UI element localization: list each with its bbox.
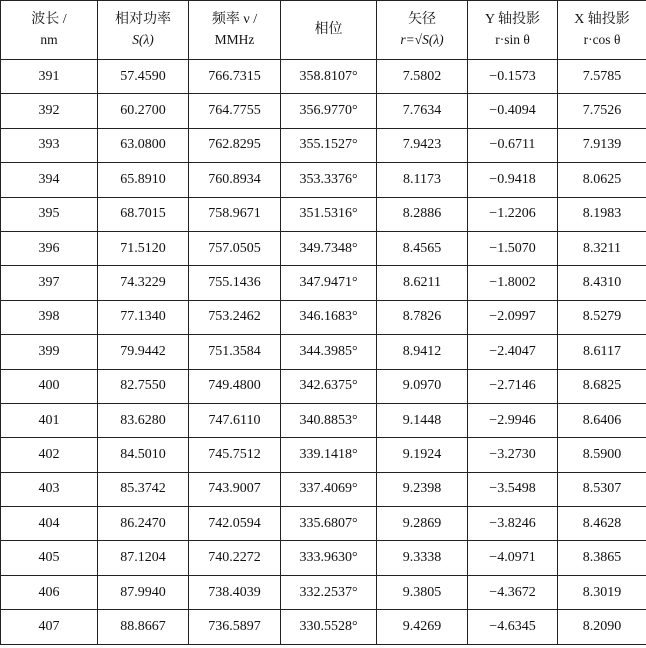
cell-wavelength: 401 [1, 403, 98, 437]
table-row [1, 335, 646, 369]
cell-radius-vector: 8.2886 [377, 197, 468, 231]
table-row [1, 94, 646, 128]
cell-radius-vector: 9.3338 [377, 541, 468, 575]
cell-phase: 355.1527° [281, 128, 377, 162]
cell-y-projection: −0.4094 [468, 94, 558, 128]
table-row [1, 541, 646, 575]
cell-x-projection: 8.5900 [558, 438, 646, 472]
cell-x-projection: 8.2090 [558, 610, 646, 644]
cell-y-projection: −3.8246 [468, 507, 558, 541]
cell-phase: 330.5528° [281, 610, 377, 644]
cell-frequency: 740.2272 [189, 541, 281, 575]
cell-frequency: 745.7512 [189, 438, 281, 472]
cell-radius-vector: 8.6211 [377, 266, 468, 300]
cell-x-projection: 7.7526 [558, 94, 646, 128]
cell-wavelength: 397 [1, 266, 98, 300]
cell-y-projection: −0.1573 [468, 60, 558, 94]
table-row [1, 610, 646, 644]
table-row [1, 128, 646, 162]
cell-phase: 347.9471° [281, 266, 377, 300]
cell-phase: 353.3376° [281, 163, 377, 197]
cell-radius-vector: 7.9423 [377, 128, 468, 162]
cell-wavelength: 392 [1, 94, 98, 128]
cell-wavelength: 403 [1, 472, 98, 506]
cell-x-projection: 8.4310 [558, 266, 646, 300]
cell-y-projection: −4.0971 [468, 541, 558, 575]
header-x-projection [558, 1, 646, 60]
cell-radius-vector: 9.1448 [377, 403, 468, 437]
cell-x-projection: 8.4628 [558, 507, 646, 541]
cell-frequency: 742.0594 [189, 507, 281, 541]
cell-radius-vector: 9.2869 [377, 507, 468, 541]
cell-y-projection: −0.6711 [468, 128, 558, 162]
header-frequency [189, 1, 281, 60]
cell-relative-power: 83.6280 [98, 403, 189, 437]
cell-y-projection: −2.0997 [468, 300, 558, 334]
cell-phase: 332.2537° [281, 575, 377, 609]
header-relative-power-line1: 相对功率 [115, 12, 171, 27]
header-y-projection-line1: Y 轴投影 [484, 12, 541, 27]
cell-frequency: 743.9007 [189, 472, 281, 506]
cell-x-projection: 7.9139 [558, 128, 646, 162]
cell-wavelength: 405 [1, 541, 98, 575]
table-row [1, 60, 646, 94]
cell-radius-vector: 8.7826 [377, 300, 468, 334]
cell-y-projection: −0.9418 [468, 163, 558, 197]
cell-y-projection: −2.4047 [468, 335, 558, 369]
cell-frequency: 762.8295 [189, 128, 281, 162]
cell-radius-vector: 9.2398 [377, 472, 468, 506]
header-radius-vector-line1: 矢径 [408, 12, 436, 27]
cell-relative-power: 63.0800 [98, 128, 189, 162]
cell-frequency: 753.2462 [189, 300, 281, 334]
cell-relative-power: 86.2470 [98, 507, 189, 541]
table-row [1, 575, 646, 609]
table-row [1, 266, 646, 300]
table-row [1, 403, 646, 437]
cell-relative-power: 60.2700 [98, 94, 189, 128]
header-phase-line1: 相位 [314, 22, 343, 37]
cell-phase: 340.8853° [281, 403, 377, 437]
cell-x-projection: 8.1983 [558, 197, 646, 231]
cell-relative-power: 68.7015 [98, 197, 189, 231]
cell-x-projection: 8.3019 [558, 575, 646, 609]
cell-wavelength: 402 [1, 438, 98, 472]
cell-radius-vector: 8.1173 [377, 163, 468, 197]
cell-wavelength: 404 [1, 507, 98, 541]
header-y-projection-line2: r·sin θ [495, 32, 530, 47]
header-wavelength [1, 1, 98, 60]
cell-radius-vector: 9.0970 [377, 369, 468, 403]
cell-phase: 337.4069° [281, 472, 377, 506]
cell-radius-vector: 8.9412 [377, 335, 468, 369]
cell-wavelength: 393 [1, 128, 98, 162]
cell-x-projection: 7.5785 [558, 60, 646, 94]
cell-frequency: 747.6110 [189, 403, 281, 437]
cell-wavelength: 399 [1, 335, 98, 369]
cell-radius-vector: 7.7634 [377, 94, 468, 128]
table-row [1, 300, 646, 334]
cell-wavelength: 394 [1, 163, 98, 197]
cell-relative-power: 87.1204 [98, 541, 189, 575]
cell-frequency: 755.1436 [189, 266, 281, 300]
cell-phase: 346.1683° [281, 300, 377, 334]
cell-phase: 339.1418° [281, 438, 377, 472]
cell-relative-power: 84.5010 [98, 438, 189, 472]
cell-y-projection: −1.2206 [468, 197, 558, 231]
cell-relative-power: 87.9940 [98, 575, 189, 609]
table-row [1, 369, 646, 403]
cell-frequency: 736.5897 [189, 610, 281, 644]
cell-frequency: 749.4800 [189, 369, 281, 403]
cell-x-projection: 8.6406 [558, 403, 646, 437]
cell-y-projection: −1.8002 [468, 266, 558, 300]
cell-phase: 342.6375° [281, 369, 377, 403]
cell-x-projection: 8.5279 [558, 300, 646, 334]
cell-relative-power: 71.5120 [98, 231, 189, 265]
header-frequency-line1: 频率 ν / [211, 12, 258, 27]
header-wavelength-line1: 波长 / [31, 12, 67, 27]
cell-phase: 333.9630° [281, 541, 377, 575]
cell-y-projection: −4.3672 [468, 575, 558, 609]
cell-frequency: 760.8934 [189, 163, 281, 197]
cell-wavelength: 395 [1, 197, 98, 231]
cell-frequency: 751.3584 [189, 335, 281, 369]
header-radius-vector [377, 1, 468, 60]
cell-y-projection: −3.2730 [468, 438, 558, 472]
cell-y-projection: −2.9946 [468, 403, 558, 437]
cell-wavelength: 406 [1, 575, 98, 609]
header-relative-power [98, 1, 189, 60]
cell-relative-power: 74.3229 [98, 266, 189, 300]
table-row [1, 507, 646, 541]
cell-wavelength: 407 [1, 610, 98, 644]
cell-relative-power: 85.3742 [98, 472, 189, 506]
cell-x-projection: 8.5307 [558, 472, 646, 506]
cell-frequency: 766.7315 [189, 60, 281, 94]
header-wavelength-line2: nm [40, 32, 58, 47]
header-relative-power-line2: S(λ) [132, 32, 154, 47]
cell-relative-power: 88.8667 [98, 610, 189, 644]
cell-phase: 335.6807° [281, 507, 377, 541]
table-row [1, 472, 646, 506]
cell-x-projection: 8.3211 [558, 231, 646, 265]
table-header [1, 1, 646, 60]
table-row [1, 231, 646, 265]
cell-frequency: 758.9671 [189, 197, 281, 231]
cell-wavelength: 391 [1, 60, 98, 94]
cell-phase: 358.8107° [281, 60, 377, 94]
cell-phase: 351.5316° [281, 197, 377, 231]
cell-wavelength: 400 [1, 369, 98, 403]
cell-relative-power: 79.9442 [98, 335, 189, 369]
cell-phase: 349.7348° [281, 231, 377, 265]
cell-frequency: 738.4039 [189, 575, 281, 609]
cell-x-projection: 8.0625 [558, 163, 646, 197]
cell-radius-vector: 7.5802 [377, 60, 468, 94]
header-row [1, 1, 646, 60]
cell-radius-vector: 9.4269 [377, 610, 468, 644]
cell-wavelength: 398 [1, 300, 98, 334]
table-row [1, 163, 646, 197]
cell-y-projection: −1.5070 [468, 231, 558, 265]
cell-y-projection: −4.6345 [468, 610, 558, 644]
table-row [1, 438, 646, 472]
header-y-projection [468, 1, 558, 60]
header-frequency-line2: MMHz [214, 32, 255, 47]
header-phase [281, 1, 377, 60]
table-row [1, 197, 646, 231]
cell-y-projection: −2.7146 [468, 369, 558, 403]
cell-relative-power: 57.4590 [98, 60, 189, 94]
cell-frequency: 764.7755 [189, 94, 281, 128]
cell-radius-vector: 8.4565 [377, 231, 468, 265]
cell-radius-vector: 9.3805 [377, 575, 468, 609]
header-radius-vector-line2: r=√S(λ) [400, 32, 444, 47]
cell-y-projection: −3.5498 [468, 472, 558, 506]
header-x-projection-line1: X 轴投影 [574, 12, 630, 27]
cell-radius-vector: 9.1924 [377, 438, 468, 472]
cell-x-projection: 8.6117 [558, 335, 646, 369]
header-x-projection-line2: r·cos θ [583, 32, 621, 47]
cell-x-projection: 8.6825 [558, 369, 646, 403]
cell-relative-power: 77.1340 [98, 300, 189, 334]
cell-phase: 344.3985° [281, 335, 377, 369]
table-body [1, 60, 646, 645]
cell-wavelength: 396 [1, 231, 98, 265]
cell-phase: 356.9770° [281, 94, 377, 128]
cell-relative-power: 65.8910 [98, 163, 189, 197]
cell-frequency: 757.0505 [189, 231, 281, 265]
cell-x-projection: 8.3865 [558, 541, 646, 575]
cell-relative-power: 82.7550 [98, 369, 189, 403]
